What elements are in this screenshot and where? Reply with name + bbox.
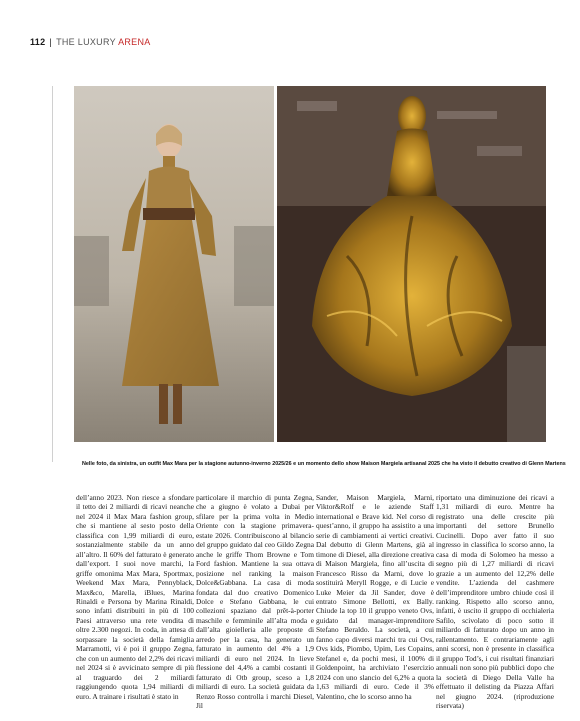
- magazine-name-accent: ARENA: [118, 37, 151, 47]
- page-number: 112: [30, 37, 46, 47]
- page-header: [30, 37, 151, 47]
- column-rule: [52, 86, 53, 462]
- runway-photo-right: [277, 86, 546, 442]
- header-separator: |: [49, 37, 53, 47]
- magazine-name: THE LUXURY: [56, 37, 119, 47]
- article-column-1: dell’anno 2023. Non riesce a sfondare il tetto dei 2 miliardi di ricavi neanche nel 2024 il Max Mara fashion group, che si mantiene al sesto posto della classifica con 1,99 miliardi di euro, sostanzialmente stabile da un anno all’altro. Il 60% del fatturato è generato dall’export. I suoi nove marchi, la griffe omonima Max Mara, Sportmax, Weekend Max Mara, Pennyblack, Max&co, Marella, iBlues, Marina Rinaldi e Persona by Marina Rinaldi, sono infatti distribuiti in più di 100 Paesi attraverso una rete vendita di oltre 2.300 negozi. In coda, in attesa di sorpassare la società della famiglia Marramotti, vi è poi il gruppo Zegna, che con un aumento del 2,2% dei ricavi nel 2024 si è avvicinato sempre di più al traguardo dei 2 miliardi raggiungendo quota 1,94 miliardi di euro. A trainare i risultati è stato in: [76, 493, 194, 701]
- article-column-3: Sander, Maison Margiela, Marni, Viktor&Rolf e le aziende Staff international e Brave kid. Nel corso di quest’anno, il gruppo ha assistito a una serie di cambiamenti ai vertici creativi. Dal debutto di Glenn Martens, già al timone di Diesel, alla direzione creativa di Maison Margiela, fino all’uscita di Francesco Risso da Marni, dove lo sostituirà Meryll Rogge, e di Lucie e Luke Meier da Jil Sander, dove è entrato Simone Bellotti, ex Bally. Chiude la top 10 il gruppo veneto Ovs, guidato dal manager-imprenditore Stefano Beraldo. La società, a cui fanno capo diversi marchi tra cui Ovs, Ovs kids, Piombo, Upim, Les Copains, Stefanel e, da pochi mesi, il 100% di Goldenpoint, ha archiviato l’esercizio 2024 con uno slancio del 6,2% a quota 1,63 miliardi di euro. Cede il 3% Valentino, che lo scorso anno ha: [316, 493, 434, 701]
- photo-caption: Nelle foto, da sinistra, un outfit Max Mara per la stagione autunno-inverno 2025/26 e un momento dello show Maison Margiela artisanal 2025 che ha visto il debutto creativo di Glenn Martens: [82, 461, 566, 467]
- article-column-4: riportato una diminuzione dei ricavi a 1,31 miliardi di euro. Mentre ha registrato una delle crescite più importanti del settore Brunello Cucinelli. Dopo aver fatto il suo ingresso in classifica lo scorso anno, la casa di moda di Solomeo ha messo a segno più di 1,27 miliardi di ricavi grazie a un aumento del 12,2% delle vendite. L’azienda del cashmere dell’imprenditore umbro chiude così il ranking. Rispetto allo scorso anno, infatti, è uscito il gruppo di occhialeria Safilo, scivolato di poco sotto il miliardo di fatturato dopo un anno in rallentamento. E contrariamente agli anni scorsi, non è presente in classifica il gruppo Tod’s, i cui risultati finanziari annuali non sono più pubblici dopo che la società di Diego Della Valle ha effettuato il delisting da Piazza Affari nel giugno 2024. (riproduzione riservata): [436, 493, 554, 710]
- runway-photo-left: [74, 86, 274, 442]
- article-column-2: particolare il marchio di punta Zegna, che a giugno è volato a Dubai per sfilare per la prima volta in Medio Oriente con la stagione primavera-estate 2026. Contribuiscono al bilancio del gruppo guidato dal ceo Gildo Zegna anche le griffe Thom Browne e Tom Ford fashion. Mantiene la sua ottava posizione nel ranking la maison Dolce&Gabbana. La casa di moda fondata dal duo creativo Domenico Dolce e Stefano Gabbana, le cui collezioni spaziano dal prêt-à-porter maschile e femminile all’alta moda e dall’alta gioielleria alle proposte di arredo per la casa, ha generato un fatturato in aumento del 4% a 1,9 miliardi di euro nel 2024. In lieve flessione del 4,4% a cambi costanti il fatturato di Otb group, sceso a 1,8 miliardi di euro. La società guidata da Renzo Rosso controlla i marchi Diesel, Jil: [196, 493, 314, 710]
